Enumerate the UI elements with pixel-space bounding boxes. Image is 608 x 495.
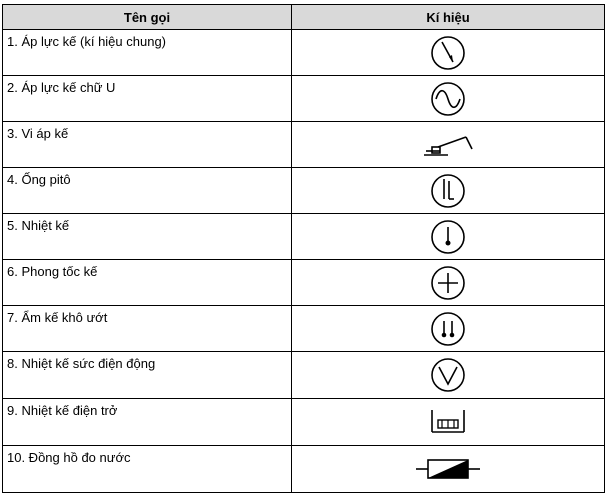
row-name: 3. Vi áp kế [3,122,292,168]
table-row [3,168,605,214]
row-name: 9. Nhiệt kế điện trở [3,399,292,446]
anemometer-icon [428,263,468,303]
table-row [3,260,605,306]
row-name: 6. Phong tốc kế [3,260,292,306]
row-name: 10. Đồng hồ đo nước [3,446,292,493]
table-row [3,214,605,260]
resistance-thermometer-icon [426,404,470,440]
table-header [3,5,605,30]
thermometer-icon [428,217,468,257]
pitot-tube-icon [428,171,468,211]
table-row [3,352,605,399]
row-name: 7. Ẩm kế khô ướt [3,306,292,352]
table-row [3,306,605,352]
row-name: 1. Áp lực kế (kí hiệu chung) [3,30,292,76]
table-row [3,76,605,122]
row-name: 4. Ống pitô [3,168,292,214]
water-meter-icon [412,454,484,484]
row-name: 8. Nhiệt kế sức điện động [3,352,292,399]
symbol-table [2,4,605,493]
table-row [3,122,605,168]
psychrometer-icon [428,309,468,349]
u-tube-manometer-icon [428,79,468,119]
thermocouple-icon [428,355,468,395]
table-row [3,446,605,493]
table-row [3,399,605,446]
column-header-symbol: Kí hiệu [292,5,605,30]
column-header-name: Tên gọi [3,5,292,30]
row-name: 2. Áp lực kế chữ U [3,76,292,122]
micromanometer-icon [418,127,478,163]
pressure-gauge-icon [428,33,468,73]
table-row [3,30,605,76]
row-name: 5. Nhiệt kế [3,214,292,260]
